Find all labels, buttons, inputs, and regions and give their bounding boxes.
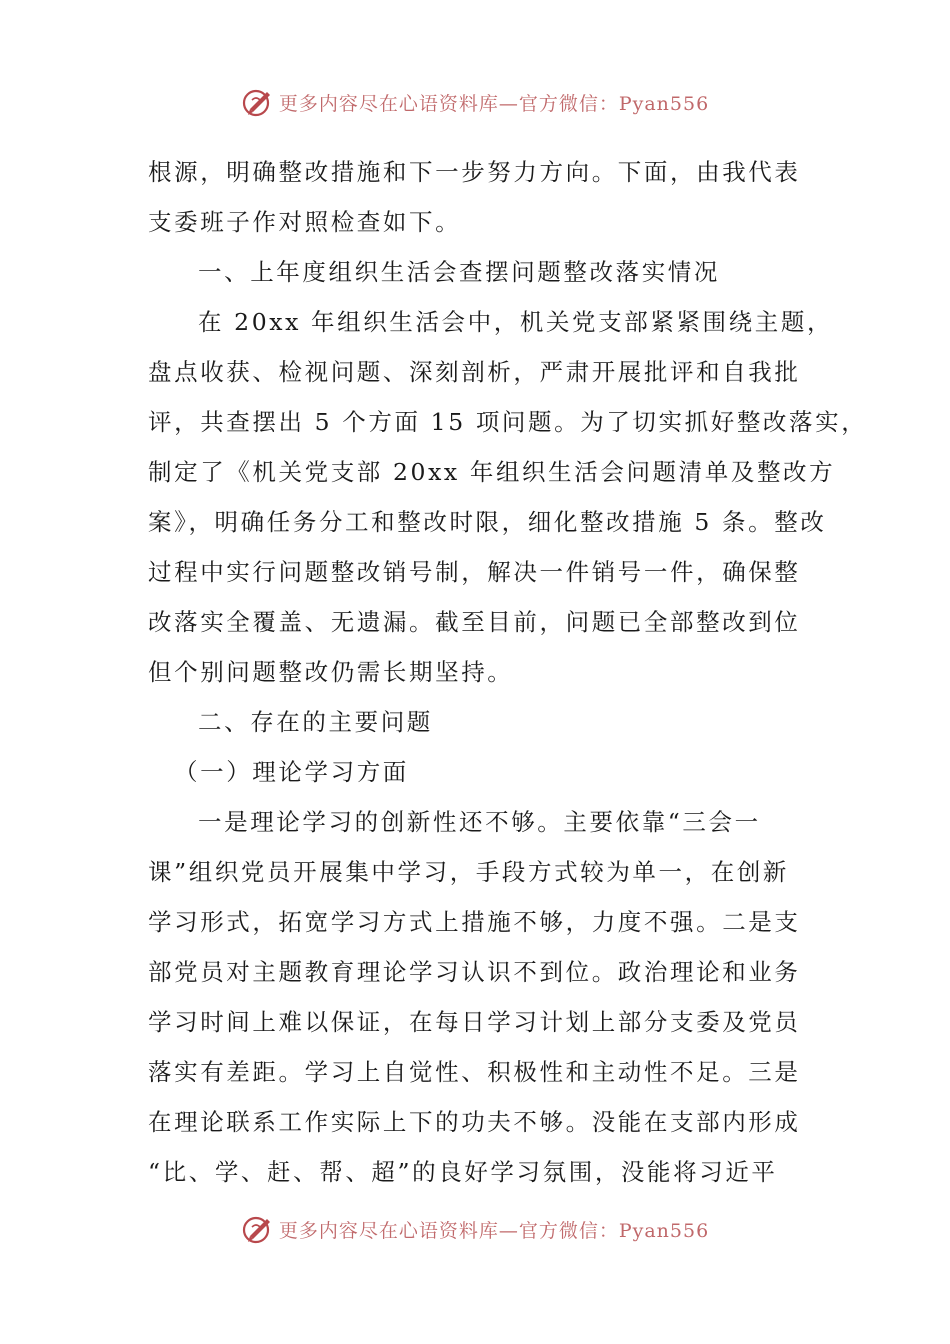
watermark-banner-bottom (0, 1209, 950, 1249)
text-line: 学习时间上难以保证，在每日学习计划上部分支委及党员 (148, 1008, 801, 1036)
pen-logo-icon (241, 1212, 275, 1246)
text-line: 在理论联系工作实际上下的功夫不够。没能在支部内形成 (148, 1108, 801, 1136)
text-line: 学习形式，拓宽学习方式上措施不够，力度不强。二是支 (148, 908, 801, 936)
text-line: 制定了《机关党支部 20xx 年组织生活会问题清单及整改方 (148, 458, 836, 486)
pen-logo-icon (241, 85, 275, 119)
text-line: 一是理论学习的创新性还不够。主要依靠“三会一 (198, 808, 761, 836)
section-heading: 二、存在的主要问题 (198, 708, 433, 736)
watermark-text: 更多内容尽在心语资料库—官方微信：Pyan556 (278, 92, 710, 115)
text-line: 但个别问题整改仍需长期坚持。 (148, 658, 514, 686)
text-line: 评，共查摆出 5 个方面 15 项问题。为了切实抓好整改落实， (148, 408, 868, 436)
text-line: 过程中实行问题整改销号制，解决一件销号一件，确保整 (148, 558, 801, 586)
watermark-text: 更多内容尽在心语资料库—官方微信：Pyan556 (278, 1219, 710, 1242)
text-line: “比、学、赶、帮、超”的良好学习氛围，没能将习近平 (148, 1158, 778, 1186)
text-line: 改落实全覆盖、无遗漏。截至目前，问题已全部整改到位 (148, 608, 801, 636)
watermark-banner-top (0, 82, 950, 122)
text-line: 盘点收获、检视问题、深刻剖析，严肃开展批评和自我批 (148, 358, 801, 386)
text-line: 部党员对主题教育理论学习认识不到位。政治理论和业务 (148, 958, 801, 986)
subsection-heading: （一）理论学习方面 (174, 758, 409, 786)
section-heading: 一、上年度组织生活会查摆问题整改落实情况 (198, 258, 720, 286)
text-line: 在 20xx 年组织生活会中，机关党支部紧紧围绕主题， (198, 308, 834, 336)
text-line: 根源，明确整改措施和下一步努力方向。下面，由我代表 (148, 158, 801, 186)
document-body (148, 147, 868, 1197)
text-line: 案》，明确任务分工和整改时限，细化整改措施 5 条。整改 (148, 508, 827, 536)
text-line: 支委班子作对照检查如下。 (148, 208, 462, 236)
text-line: 落实有差距。学习上自觉性、积极性和主动性不足。三是 (148, 1058, 801, 1086)
text-line: 课”组织党员开展集中学习，手段方式较为单一，在创新 (148, 858, 790, 886)
